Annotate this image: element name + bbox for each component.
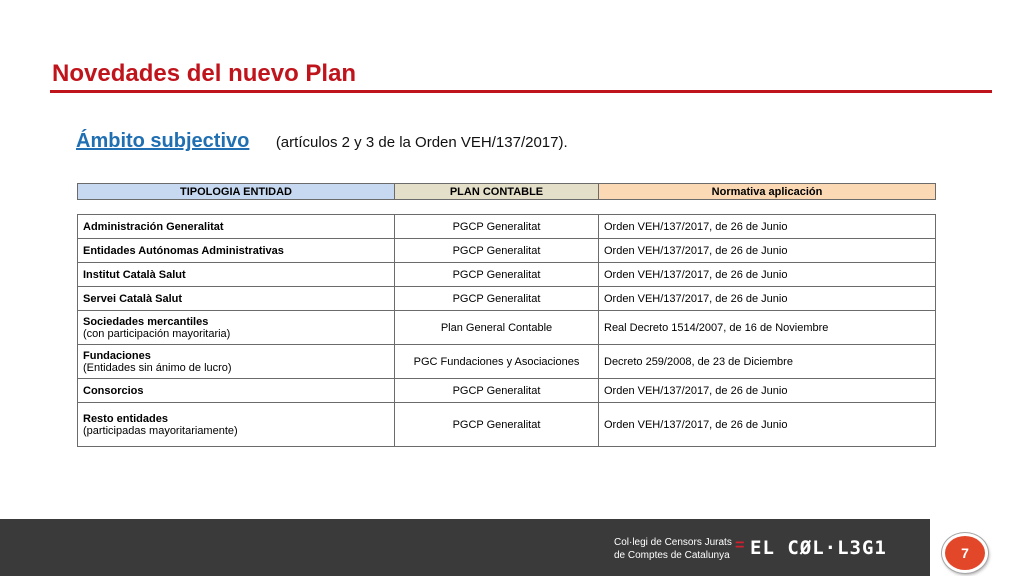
subtitle-note: (artículos 2 y 3 de la Orden VEH/137/2017). <box>275 134 568 151</box>
plan-cell: PGCP Generalitat <box>395 263 599 287</box>
norm-cell: Orden VEH/137/2017, de 26 de Junio <box>599 287 936 311</box>
page-number-badge: 7 <box>942 533 988 573</box>
table-row <box>78 215 936 239</box>
entity-name: Entidades Autónomas Administrativas <box>83 244 284 257</box>
subtitle-link[interactable]: Ámbito subjectivo <box>76 130 250 152</box>
entity-cell <box>78 403 395 447</box>
entity-name: Resto entidades <box>83 412 168 425</box>
entity-cell <box>78 345 395 379</box>
logo-text: EL CØL·L3G1 <box>750 537 887 559</box>
slide-title: Novedades del nuevo Plan <box>52 60 357 87</box>
entity-cell <box>78 287 395 311</box>
org-name-line1: Col·legi de Censors Jurats <box>614 537 732 548</box>
entity-cell <box>78 239 395 263</box>
entity-cell <box>78 311 395 345</box>
entity-name: Consorcios <box>83 384 144 397</box>
entity-table <box>77 214 936 447</box>
norm-cell: Orden VEH/137/2017, de 26 de Junio <box>599 215 936 239</box>
table-row <box>78 345 936 379</box>
plan-cell: PGCP Generalitat <box>395 239 599 263</box>
entity-subtext: (participadas mayoritariamente) <box>83 424 238 437</box>
header-tipologia: TIPOLOGIA ENTIDAD <box>78 184 395 200</box>
logo-mark: = <box>735 537 745 554</box>
entity-name: Servei Català Salut <box>83 292 183 305</box>
entity-name: Fundaciones <box>83 349 151 362</box>
entity-subtext: (con participación mayoritaria) <box>83 327 231 340</box>
entity-cell <box>78 379 395 403</box>
header-row <box>78 184 936 200</box>
table-row <box>78 287 936 311</box>
entity-subtext: (Entidades sin ánimo de lucro) <box>83 361 232 374</box>
subtitle-row <box>76 130 568 153</box>
plan-cell: PGCP Generalitat <box>395 287 599 311</box>
plan-cell: PGCP Generalitat <box>395 403 599 447</box>
entity-cell <box>78 215 395 239</box>
table-row <box>78 403 936 447</box>
norm-cell: Orden VEH/137/2017, de 26 de Junio <box>599 239 936 263</box>
table-row <box>78 311 936 345</box>
title-rule <box>50 90 992 93</box>
header-normativa: Normativa aplicación <box>599 184 936 200</box>
header-plan: PLAN CONTABLE <box>395 184 599 200</box>
table-row <box>78 239 936 263</box>
plan-cell: PGCP Generalitat <box>395 379 599 403</box>
plan-cell: PGCP Generalitat <box>395 215 599 239</box>
plan-cell: Plan General Contable <box>395 311 599 345</box>
entity-name: Administración Generalitat <box>83 220 224 233</box>
entity-cell <box>78 263 395 287</box>
norm-cell: Orden VEH/137/2017, de 26 de Junio <box>599 379 936 403</box>
norm-cell: Decreto 259/2008, de 23 de Diciembre <box>599 345 936 379</box>
org-name-line2: de Comptes de Catalunya <box>614 550 730 561</box>
entity-name: Sociedades mercantiles <box>83 315 209 328</box>
entity-name: Institut Català Salut <box>83 268 186 281</box>
norm-cell: Real Decreto 1514/2007, de 16 de Noviembre <box>599 311 936 345</box>
plan-cell: PGC Fundaciones y Asociaciones <box>395 345 599 379</box>
table-row <box>78 379 936 403</box>
header-table <box>77 183 936 200</box>
norm-cell: Orden VEH/137/2017, de 26 de Junio <box>599 263 936 287</box>
norm-cell: Orden VEH/137/2017, de 26 de Junio <box>599 403 936 447</box>
table-row <box>78 263 936 287</box>
